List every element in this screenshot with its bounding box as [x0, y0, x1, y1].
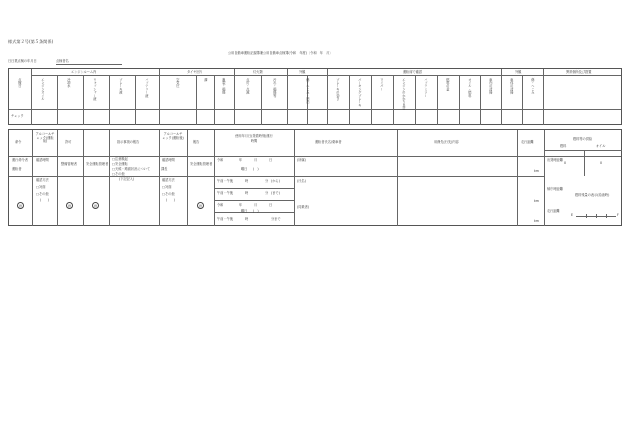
col-washer: ウォッシャー液 [92, 78, 97, 101]
group-engine: エンジンルーム内 [71, 69, 97, 74]
col-parking-brake: パーキングブレーキ [357, 78, 362, 107]
dest-option-2: □安全運転 [112, 162, 128, 166]
opt-face-2: □対面 [162, 185, 172, 189]
h-driver: 運転者氏名/乗車者 [315, 140, 342, 144]
paren-1: ( ) [40, 198, 49, 202]
safety-manager-label-2: 安全運転管理者 [190, 162, 213, 166]
elapsed: 分まで [271, 217, 281, 221]
col-mirror: バックミラー [423, 78, 428, 98]
fuel-label: 燃料 [560, 144, 567, 148]
opt-other-2: □その他 [162, 192, 175, 196]
commander-label: 運行命令者 [12, 158, 28, 162]
date-label: 日日業点検の年月日 [8, 59, 37, 63]
group-exterior: 外観 [299, 69, 306, 74]
col-battery: バッテリー液 [144, 78, 149, 98]
col-interior-clean: 車内の清掃 [488, 78, 493, 94]
paren-2: ( ) [166, 198, 175, 202]
meter-end-label: 帰庁時距離 [547, 187, 563, 191]
date-weekday-paren-2: ( ) [253, 209, 259, 213]
fuel-note: 燃料残量の表示(給油時) [575, 193, 610, 197]
dest-option-3: □天候・路面状況について [112, 167, 151, 171]
group-cabin: 運転席で確認 [403, 69, 423, 74]
fuel-value: 0 [564, 161, 567, 165]
group-exterior-2: 外観 [515, 69, 522, 74]
confirm-time-2: 確認時間 [162, 158, 175, 162]
col-oil-fuel: オイル・燃料 [467, 78, 472, 98]
h-fuel: 燃料等の供給 [573, 137, 593, 141]
h-permit: 許可 [65, 140, 72, 144]
opt-face-1: □対面 [36, 185, 46, 189]
am-pm-3: 午前・午後 [217, 217, 233, 221]
h-alcohol-after: アルコールチェック(運転後) [162, 132, 184, 140]
check-method-2: 確認方法 [162, 178, 175, 182]
h-datetime: 使用年月日(発着時刻)運行時間 [235, 134, 273, 143]
date-month-1: 月 [254, 158, 258, 162]
h-purpose: 用務先(行先)内容 [434, 140, 459, 144]
check-method-1: 確認方法 [36, 178, 49, 182]
supervisor-label: 整備管理者 [61, 162, 77, 166]
oil-value: 0 [600, 161, 603, 165]
date-month-2: 月 [254, 203, 258, 207]
seal-safety: ㊞ [93, 204, 97, 208]
form-code: 様式第２号(第５条関係) [8, 39, 54, 44]
col-coolant: 冷却水 [66, 78, 71, 88]
minute-2: 分 [265, 191, 269, 195]
col-date: 点検日 [17, 78, 22, 88]
dest-option-5: (下記記入) [119, 177, 135, 181]
dest-option-4: □その他 [112, 172, 125, 176]
date-reiwa-1: 令和 [217, 158, 224, 162]
group-lights: 灯火類 [253, 69, 263, 74]
col-engine-oil: エンジンオイル [40, 78, 45, 101]
h-meter: 走行距離 [521, 140, 534, 144]
hour-1: 時 [245, 179, 249, 183]
seal-report: ㊞ [198, 204, 202, 208]
col-body-clean: 車体の清掃 [509, 78, 514, 94]
col-dent: 傷・へこみ・凹凸 [305, 78, 310, 104]
gauge-e: E [571, 213, 574, 217]
driver-role: 運転者 [12, 167, 22, 171]
check-table [8, 68, 622, 125]
name-label: 点検者名 [56, 59, 69, 63]
form-title: 公用自動車運転記録簿兼公用自動車点検簿(令和 年度)〔令和 年 月〕 [228, 51, 333, 55]
gauge-f: F [617, 213, 619, 217]
check-row-label: チェック [11, 114, 24, 118]
dest-option-1: □注意喚起 [112, 157, 128, 161]
col-dirt: 汚れ・損傷等 [272, 78, 277, 98]
date-weekday-1: 曜日 [241, 167, 248, 171]
col-engine-start: エンジンのかかり具合 [401, 78, 406, 110]
h-instruction: 指示事項の報告 [117, 140, 140, 144]
date-weekday-paren-1: ( ) [253, 167, 259, 171]
date-weekday-2: 曜日 [241, 209, 248, 213]
seal-supervisor: ㊞ [67, 204, 71, 208]
h-alcohol-before: アルコールチェック(運転前) [35, 132, 55, 144]
am-pm-2: 午前・午後 [217, 191, 233, 195]
dept-label: 課長 [161, 167, 168, 171]
seal-commander: ㊞ [18, 204, 22, 208]
minute-1: 分 [265, 179, 269, 183]
meter-total-label: 走行距離 [547, 209, 560, 213]
h-command: 命令 [15, 140, 22, 144]
date-reiwa-2: 令和 [217, 203, 224, 207]
from-1: (から) [271, 179, 280, 183]
col-fuel-level: 燃料の量 [445, 78, 450, 91]
hour-2: 時 [245, 191, 249, 195]
col-tread: 溝 [203, 78, 208, 82]
group-tire: タイヤ回り [187, 69, 203, 74]
meter-start-km: km [534, 169, 539, 173]
hour-3: 時 [245, 217, 249, 221]
col-crack: 亀裂・損傷 [221, 78, 226, 94]
passenger-companion: (同乗者) [297, 205, 310, 209]
log-table [8, 129, 622, 226]
safety-manager-label: 安全運転管理者 [86, 162, 109, 166]
meter-start-label: 出発時距離 [547, 158, 563, 162]
passenger-name: (氏名) [297, 179, 306, 183]
date-day-2: 日 [269, 203, 273, 207]
group-remedy: 異常個所及び措置 [566, 69, 592, 74]
col-scratch: 傷・へこみ [530, 78, 535, 94]
col-lighting: 点灯・点滅 [245, 78, 250, 94]
meter-end-km: km [534, 199, 539, 203]
oil-label: オイル [596, 144, 606, 148]
am-pm-1: 午前・午後 [217, 179, 233, 183]
command-time: 確認時間 [36, 158, 49, 162]
h-report: 報告 [193, 140, 200, 144]
date-year-1: 年 [239, 158, 243, 162]
driver-dept: (所属) [297, 158, 306, 162]
col-wiper: ワイパー [379, 78, 384, 91]
date-year-2: 年 [239, 203, 243, 207]
to-1: (まで) [271, 191, 280, 195]
opt-other-1: □その他 [36, 192, 49, 196]
date-day-1: 日 [269, 158, 273, 162]
col-brake: ブレーキの効き [335, 78, 340, 101]
meter-total-km: km [534, 219, 539, 223]
col-brake-fluid: ブレーキ液 [118, 78, 123, 94]
col-tire-pressure: 空気圧 [175, 78, 180, 88]
